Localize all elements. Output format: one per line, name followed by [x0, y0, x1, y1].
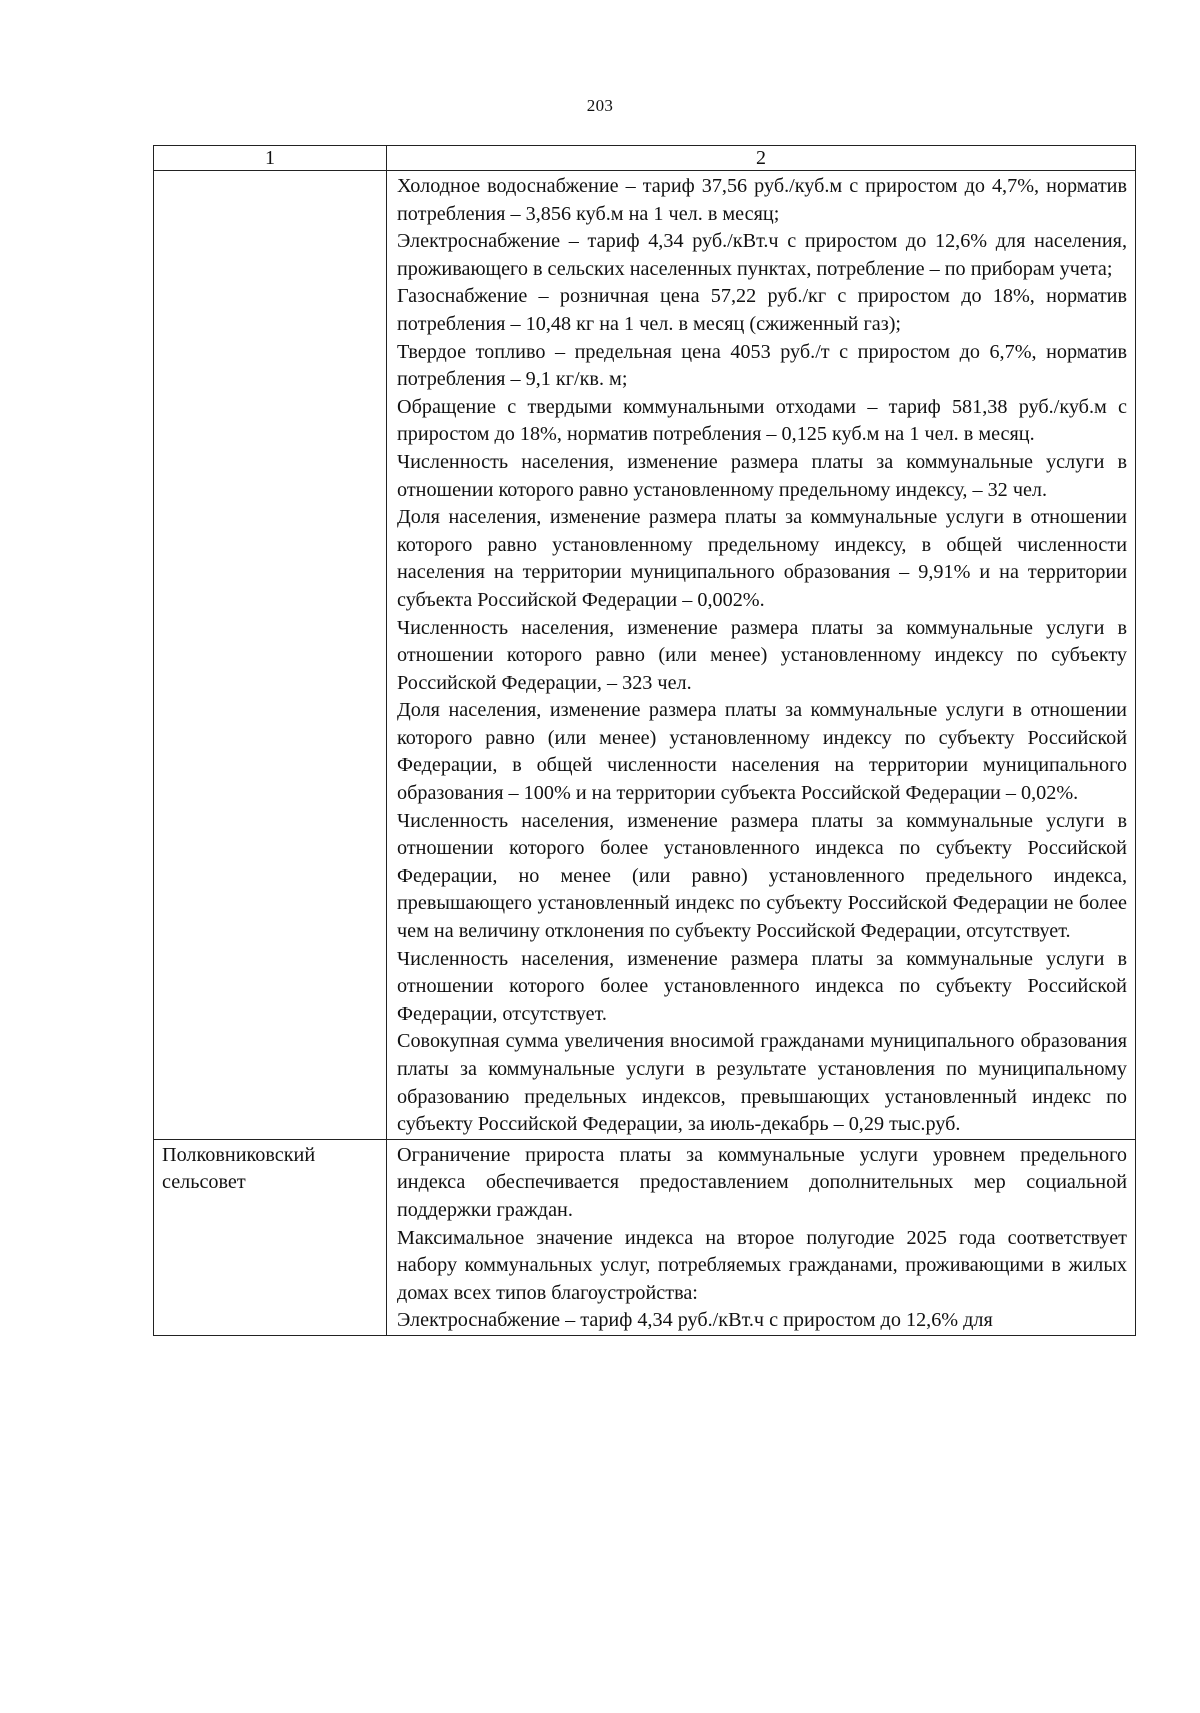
municipal-utilities-table — [153, 145, 1136, 1336]
paragraph-gas: Газоснабжение – розничная цена 57,22 руб./кг с приростом до 18%, норматив потребления – 10,48 кг на 1 чел. в месяц (сжиженный газ); — [397, 285, 1127, 335]
paragraph-solid-fuel: Твердое топливо – предельная цена 4053 руб./т с приростом до 6,7%, норматив потребления – 9,1 кг/кв. м; — [397, 340, 1127, 391]
paragraph-population-below-index: Численность населения, изменение размера платы за коммунальные услуги в отношении которого равно (или менее) установленному индексу по субъекту Российской Федерации, – 323 чел. — [397, 616, 1127, 694]
paragraph-limit-provision: Ограничение прироста платы за коммунальные услуги уровнем предельного индекса обеспечивается предоставлением дополнительных мер социальной поддержки граждан. — [397, 1143, 1127, 1221]
paragraph-electricity-cut: Электроснабжение – тариф 4,34 руб./кВт.ч с приростом до 12,6% для — [397, 1309, 993, 1332]
paragraph-population-above-index: Численность населения, изменение размера платы за коммунальные услуги в отношении которого более установленного индекса по субъекту Российской Федерации, отсутствует. — [397, 947, 1127, 1025]
table-row — [154, 1139, 1136, 1335]
paragraph-solid-waste: Обращение с твердыми коммунальными отходами – тариф 581,38 руб./куб.м с приростом до 18%, норматив потребления – 0,125 куб.м на 1 чел. в месяц. — [397, 395, 1127, 446]
municipality-cell — [154, 1139, 387, 1335]
paragraph-population-equal-limit: Численность населения, изменение размера платы за коммунальные услуги в отношении которого равно установленному предельному индексу, – 32 чел. — [397, 450, 1127, 501]
paragraph-cold-water: Холодное водоснабжение – тариф 37,56 руб./куб.м с приростом до 4,7%, норматив потребления – 3,856 куб.м на 1 чел. в месяц; — [397, 175, 1127, 225]
details-cell — [387, 1139, 1136, 1335]
table-header-row — [154, 146, 1136, 171]
details-cell — [387, 171, 1136, 1140]
page-number: 203 — [586, 96, 614, 115]
column-header-2: 2 — [387, 146, 1136, 171]
paragraph-share-equal-limit: Доля населения, изменение размера платы за коммунальные услуги в отношении которого равно установленному предельному индексу, в общей численности населения на территории муниципального образования – 9,91% и на территории субъекта Российской Федерации – 0,002%. — [397, 506, 1127, 611]
paragraph-max-index: Максимальное значение индекса на второе полугодие 2025 года соответствует набору коммунальных услуг, потребляемых гражданами, проживающими в жилых домах всех типов благоустройства: — [397, 1226, 1127, 1304]
table-row — [154, 171, 1136, 1140]
municipality-name: Полковниковский сельсовет — [162, 1143, 316, 1194]
paragraph-electricity: Электроснабжение – тариф 4,34 руб./кВт.ч с приростом до 12,6% для населения, проживающего в сельских населенных пунктах, потребление – по приборам учета; — [397, 230, 1127, 280]
paragraph-total-increase: Совокупная сумма увеличения вносимой гражданами муниципального образования платы за коммунальные услуги в результате установления по муниципальному образованию предельных индексов, превышающих установленный индекс по субъекту Российской Федерации, за июль-декабрь – 0,29 тыс.руб. — [397, 1030, 1127, 1136]
municipality-cell-empty — [154, 171, 387, 1140]
paragraph-share-below-index: Доля населения, изменение размера платы за коммунальные услуги в отношении которого равно (или менее) установленному индексу по субъекту Российской Федерации, в общей численности населения на территории муниципального образования – 100% и на территории субъекта Российской Федерации – 0,02%. — [397, 699, 1127, 805]
paragraph-population-between-indexes: Численность населения, изменение размера платы за коммунальные услуги в отношении которого более установленного индекса по субъекту Российской Федерации, но менее (или равно) установленного предельного индекса, превышающего установленный индекс по субъекту Российской Федерации не более чем на величину отклонения по субъекту Российской Федерации, отсутствует. — [397, 809, 1127, 943]
column-header-1: 1 — [154, 146, 387, 171]
